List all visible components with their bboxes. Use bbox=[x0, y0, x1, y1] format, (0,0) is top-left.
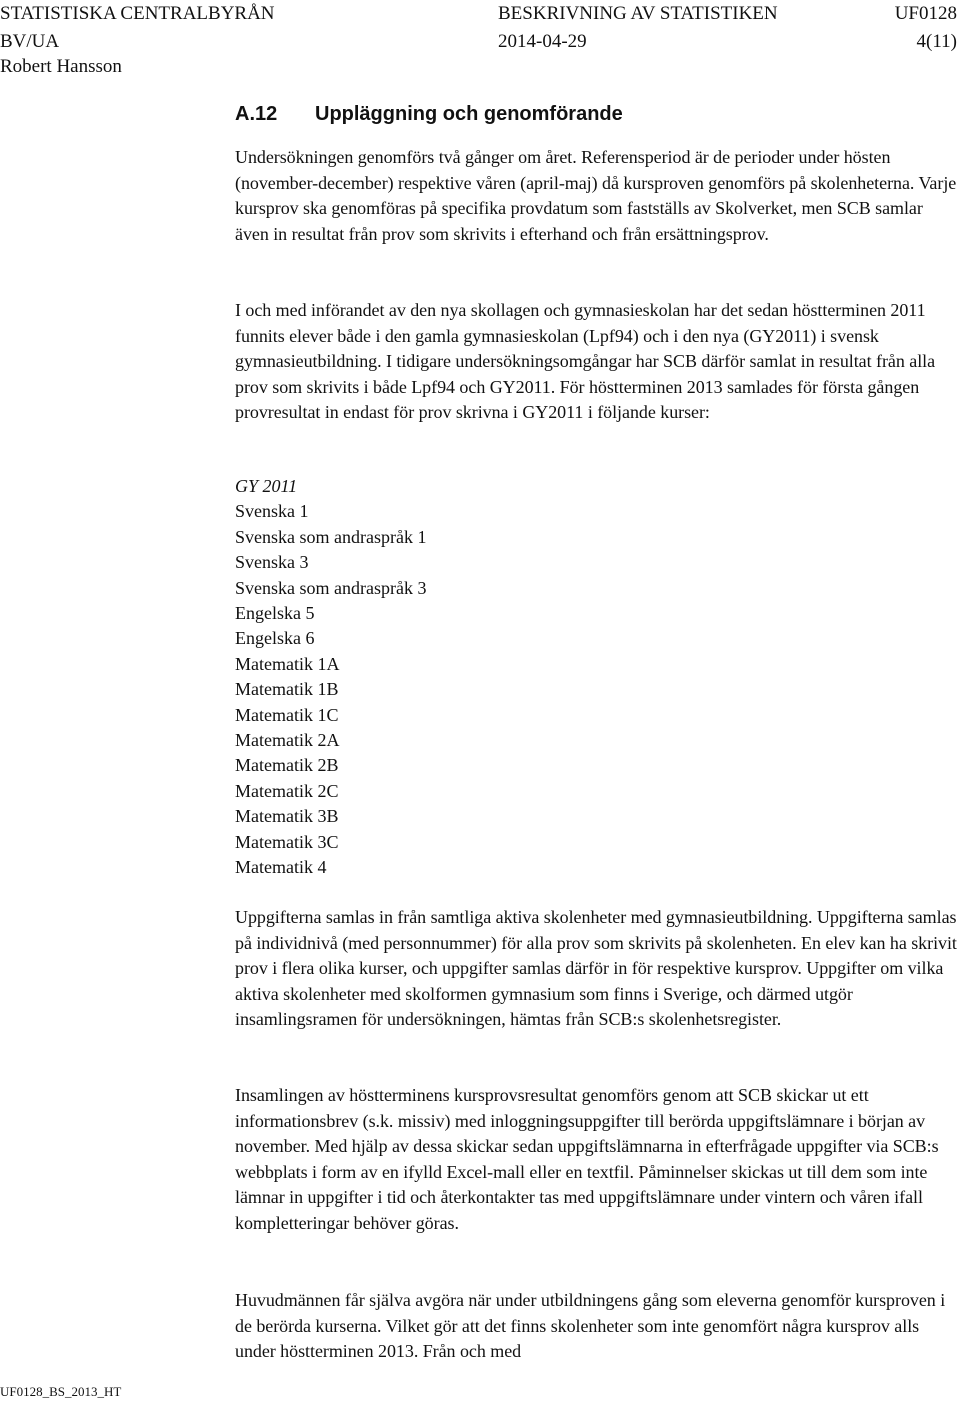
paragraph-data-collection-scope: Uppgifterna samlas in från samtliga aktiva skolenheter med gymnasieutbildning. Uppgifterna samlas på individnivå (med personnummer) för alla prov som skrivits på skolenheten. En elev kan ha skrivit prov i flera olika kurser, och uppgifter samlas därför in för respektive kursprov. Uppgifter om vilka aktiva skolenheter med skolformen gymnasium som finns i Sverige, och därmed utgör insamlingsramen för undersökningen, hämtas från SCB:s skolenhetsregister. bbox=[235, 907, 957, 1029]
header-unit: BV/UA bbox=[0, 31, 60, 52]
course-list-heading: GY 2011 bbox=[235, 476, 298, 496]
course-list-item: Matematik 2A bbox=[235, 730, 340, 751]
course-list-item: Engelska 6 bbox=[235, 628, 315, 649]
course-list-item: Matematik 3C bbox=[235, 831, 339, 852]
course-list-item: Svenska 1 bbox=[235, 501, 309, 522]
section-title: Uppläggning och genomförande bbox=[315, 103, 623, 125]
header-author: Robert Hansson bbox=[0, 56, 122, 77]
paragraph-principals: Huvudmännen får själva avgöra när under utbildningens gång som eleverna genomför kursproven i de berörda kurserna. Vilket gör att det finns skolenheter som inte genomfört några kursprov alls under höstterminen 2013. Från och med bbox=[235, 1290, 946, 1361]
course-list-block bbox=[235, 474, 426, 881]
course-list bbox=[235, 499, 426, 880]
paragraph-gy2011-intro: I och med införandet av den nya skollagen och gymnasieskolan har det sedan höstterminen 2011 funnits elever både i den gamla gymnasieskolan (Lpf94) och i den nya (GY2011) i svensk gymnasieutbildning. I tidigare undersökningsomgångar har SCB därför samlat in resultat från alla prov som skrivits i både Lpf94 och GY2011. För höstterminen 2013 samlades för första gången provresultat in endast för prov skrivna i GY2011 i följande kurser: bbox=[235, 300, 936, 422]
course-list-item: Matematik 1A bbox=[235, 653, 340, 674]
header-date: 2014-04-29 bbox=[498, 31, 587, 52]
course-list-item: Engelska 5 bbox=[235, 603, 315, 624]
course-list-item: Svenska som andraspråk 1 bbox=[235, 526, 427, 547]
paragraph-collection-procedure: Insamlingen av höstterminens kursprovsresultat genomförs genom att SCB skickar ut ett informationsbrev (s.k. missiv) med inloggningsuppgifter till berörda uppgiftslämnare i början av november. Med hjälp av dessa skickar sedan uppgiftslämnarna in efterfrågade uppgifter via SCB:s webbplats i form av en ifylld Excel-mall eller en textfil. Påminnelser skickas ut till dem som inte lämnar in uppgifter i tid och återkontakter tas med uppgiftslämnare under vintern och våren ifall kompletteringar behöver göras. bbox=[235, 1085, 939, 1233]
course-list-item: Matematik 1C bbox=[235, 704, 339, 725]
course-list-item: Matematik 1B bbox=[235, 679, 339, 700]
page-footer-code: UF0128_BS_2013_HT bbox=[0, 1384, 122, 1399]
course-list-item: Matematik 2B bbox=[235, 755, 339, 776]
course-list-item: Matematik 4 bbox=[235, 857, 327, 878]
section-heading bbox=[235, 100, 623, 128]
course-list-item: Matematik 2C bbox=[235, 780, 339, 801]
header-doc-code: UF0128 bbox=[894, 3, 957, 24]
header-page-number: 4(11) bbox=[916, 31, 957, 52]
section-number: A.12 bbox=[235, 103, 278, 125]
course-list-item: Svenska som andraspråk 3 bbox=[235, 577, 427, 598]
course-list-item: Svenska 3 bbox=[235, 552, 309, 573]
paragraph-reference-period: Undersökningen genomförs två gånger om året. Referensperiod är de perioder under hösten (november-december) respektive våren (april-maj) då kursproven genomförs på skolenheterna. Varje kursprov ska genomföras på specifika provdatum som fastställs av Skolverket, men SCB samlar även in resultat från prov som skrivits i efterhand och från ersättningsprov. bbox=[235, 147, 957, 244]
header-org: STATISTISKA CENTRALBYRÅN bbox=[0, 3, 275, 24]
header-doc-type: BESKRIVNING AV STATISTIKEN bbox=[498, 3, 778, 24]
course-list-item: Matematik 3B bbox=[235, 806, 339, 827]
